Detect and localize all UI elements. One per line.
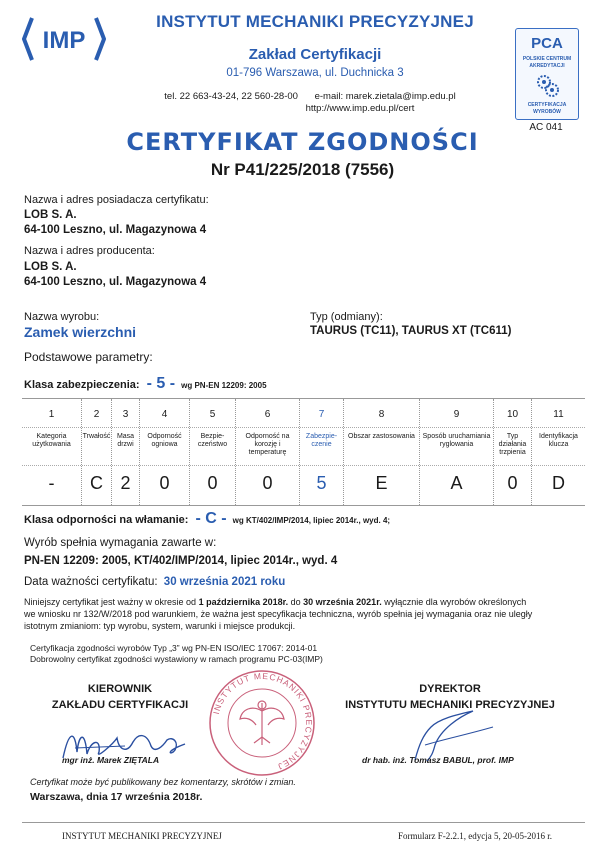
issue-place: Warszawa, dnia [30, 791, 111, 803]
issue-date: 17 września 2018r. [110, 791, 203, 803]
left-title-line1: KIEROWNIK [87, 683, 153, 695]
institute-address: 01-796 Warszawa, ul. Duchnicka 3 [226, 67, 404, 79]
requirements-label: Wyrób spełnia wymagania zawarte w: [24, 537, 217, 549]
holder-address: 64-100 Leszno, ul. Magazynowa 4 [24, 224, 207, 236]
pca-line1: POLSKIE CENTRUM [522, 56, 572, 62]
param-number: 9 [453, 409, 460, 420]
right-title-line2: INSTYTUTU MECHANIKI PRECYZYJNEJ [345, 699, 555, 711]
security-class-label: Klasa zabezpieczenia: [24, 379, 140, 391]
imp-logo-text: IMP [42, 27, 86, 54]
param-header: Obszar zastosowania [348, 433, 415, 440]
validity-note-line: istotnym zmianiom: typ wyrobu, system, warunki i miejsce produkcji. [24, 621, 296, 631]
pca-accreditation-badge [515, 28, 579, 120]
holder-name: LOB S. A. [24, 209, 77, 221]
validity-note [24, 596, 589, 632]
publication-note: Certyfikat może być publikowany bez komentarzy, skrótów i zmian. [30, 777, 296, 787]
param-column [420, 399, 494, 505]
param-value: 0 [207, 473, 218, 493]
param-header: Odporność ogniowa [147, 433, 182, 448]
institute-stamp [206, 667, 318, 779]
right-signatory-name: dr hab. inż. Tomasz BABUL, prof. IMP [362, 755, 514, 765]
department-name: Zakład Certyfikacji [248, 46, 382, 63]
param-value: C [90, 473, 103, 493]
param-column [344, 399, 420, 505]
param-header: Trwałość [82, 433, 111, 440]
params-label: Podstawowe parametry: [24, 350, 153, 364]
pca-acronym: PCA [531, 35, 563, 52]
footer-form-id: Formularz F-2.2.1, edycja 5, 20-05-2016 r. [398, 831, 552, 841]
param-header: Identyfikacja klucza [539, 433, 578, 448]
param-value: - [48, 473, 55, 493]
security-class-value: - 5 - [146, 375, 176, 392]
param-column [22, 399, 82, 505]
security-class [24, 375, 267, 393]
param-number: 1 [48, 409, 55, 420]
requirements-value: PN-EN 12209: 2005, KT/402/IMP/2014, lipiec 2014r., wyd. 4 [24, 555, 338, 567]
validity-note-line: we wniosku nr 132/W/2018 pod warunkiem, że ważna jest specyfikacja techniczna, wyrób spełnia jej wymagania oraz nie uległy [24, 609, 533, 619]
param-number: 3 [122, 409, 129, 420]
param-column [190, 399, 236, 505]
param-column [236, 399, 300, 505]
footer-institute: INSTYTUT MECHANIKI PRECYZYJNEJ [62, 831, 222, 841]
param-number: 8 [378, 409, 385, 420]
stamp-text: INSTYTUT MECHANIKI PRECYZYJNEJ [210, 670, 315, 772]
producer-label: Nazwa i adres producenta: [24, 245, 155, 257]
left-signatory-title [30, 681, 210, 713]
footer-divider [22, 822, 585, 823]
param-column [140, 399, 190, 505]
security-class-norm: wg PN-EN 12209: 2005 [181, 381, 267, 390]
param-number: 10 [506, 409, 519, 420]
left-signatory-name: mgr inż. Marek ZIĘTALA [62, 755, 160, 765]
burglary-class [24, 510, 390, 528]
burglary-class-value: - C - [195, 510, 227, 527]
param-header: Bezpie-czeństwo [197, 433, 228, 448]
pca-bottom2: WYROBÓW [533, 109, 561, 115]
pca-line2: AKREDYTACJI [529, 63, 565, 69]
param-column [532, 399, 585, 505]
param-value: 5 [316, 473, 327, 493]
param-header: Sposób uruchamiania ryglowania [422, 433, 491, 448]
param-value: 0 [159, 473, 170, 493]
param-value: 0 [507, 473, 518, 493]
contact-block [110, 91, 510, 115]
param-column [494, 399, 532, 505]
phones: tel. 22 663-43-24, 22 560-28-00 [164, 91, 298, 102]
param-value: 0 [262, 473, 273, 493]
email: e-mail: marek.zietala@imp.edu.pl [314, 91, 456, 102]
param-header: Zabezpie-czenie [305, 433, 338, 448]
validity-date: 30 września 2021 roku [163, 576, 286, 588]
accreditation-code: AC 041 [529, 122, 563, 133]
param-column [82, 399, 112, 505]
parameters-table [22, 398, 585, 506]
validity [24, 576, 285, 588]
param-number: 11 [553, 409, 564, 420]
product-type: TAURUS (TC11), TAURUS XT (TC611) [310, 325, 512, 337]
institute-name: INSTYTUT MECHANIKI PRECYZYJNEJ [156, 12, 474, 31]
website: http://www.imp.edu.pl/cert [305, 103, 415, 114]
product-name: Zamek wierzchni [24, 324, 137, 340]
right-title-line1: DYREKTOR [419, 683, 481, 695]
imp-logo [22, 14, 106, 64]
producer-name: LOB S. A. [24, 261, 77, 273]
scheme-note [30, 643, 570, 665]
product-type-label: Typ (odmiany): [310, 311, 383, 323]
param-column [112, 399, 140, 505]
param-value: A [450, 473, 463, 493]
param-header: Odporność na korozję i temperaturę [245, 433, 290, 456]
product-name-label: Nazwa wyrobu: [24, 311, 100, 323]
param-number: 6 [264, 409, 271, 420]
certificate-number: Nr P41/225/2018 (7556) [210, 160, 395, 179]
left-title-line2: ZAKŁADU CERTYFIKACJI [51, 699, 189, 711]
param-column-highlighted [300, 399, 344, 505]
certificate-title: CERTYFIKAT ZGODNOŚCI [126, 128, 479, 156]
gears-icon [535, 73, 561, 99]
producer-address: 64-100 Leszno, ul. Magazynowa 4 [24, 276, 207, 288]
scheme-note-line: Dobrowolny certyfikat zgodności wystawiony w ramach programu PC-03(IMP) [30, 654, 323, 664]
param-header: Typ działania trzpienia [498, 433, 527, 456]
pca-bottom1: CERTYFIKACJA [527, 102, 567, 108]
validity-note-line: Niniejszy certyfikat jest ważny w okresie od 1 października 2018r. do 30 września 2021r. wyłącznie dla wyrobów określonych [24, 597, 527, 607]
param-number: 5 [209, 409, 216, 420]
param-header: Kategoria użytkowania [32, 433, 71, 448]
param-number: 2 [93, 409, 100, 420]
scheme-note-line: Certyfikacja zgodności wyrobów Typ „3” wg PN-EN ISO/IEC 17067: 2014-01 [30, 643, 318, 653]
param-header: Masa drzwi [116, 433, 135, 448]
param-value: E [375, 473, 388, 493]
burglary-class-norm: wg KT/402/IMP/2014, lipiec 2014r., wyd. 4; [232, 516, 391, 525]
param-value: D [552, 473, 565, 493]
validity-label: Data ważności certyfikatu: [24, 576, 158, 588]
param-value: 2 [120, 473, 131, 493]
issue-place-date [30, 791, 202, 803]
param-number: 4 [161, 409, 168, 420]
param-number: 7 [318, 409, 325, 420]
eagle-emblem [240, 701, 284, 745]
burglary-class-label: Klasa odporności na włamanie: [24, 514, 189, 526]
holder-label: Nazwa i adres posiadacza certyfikatu: [24, 194, 209, 206]
